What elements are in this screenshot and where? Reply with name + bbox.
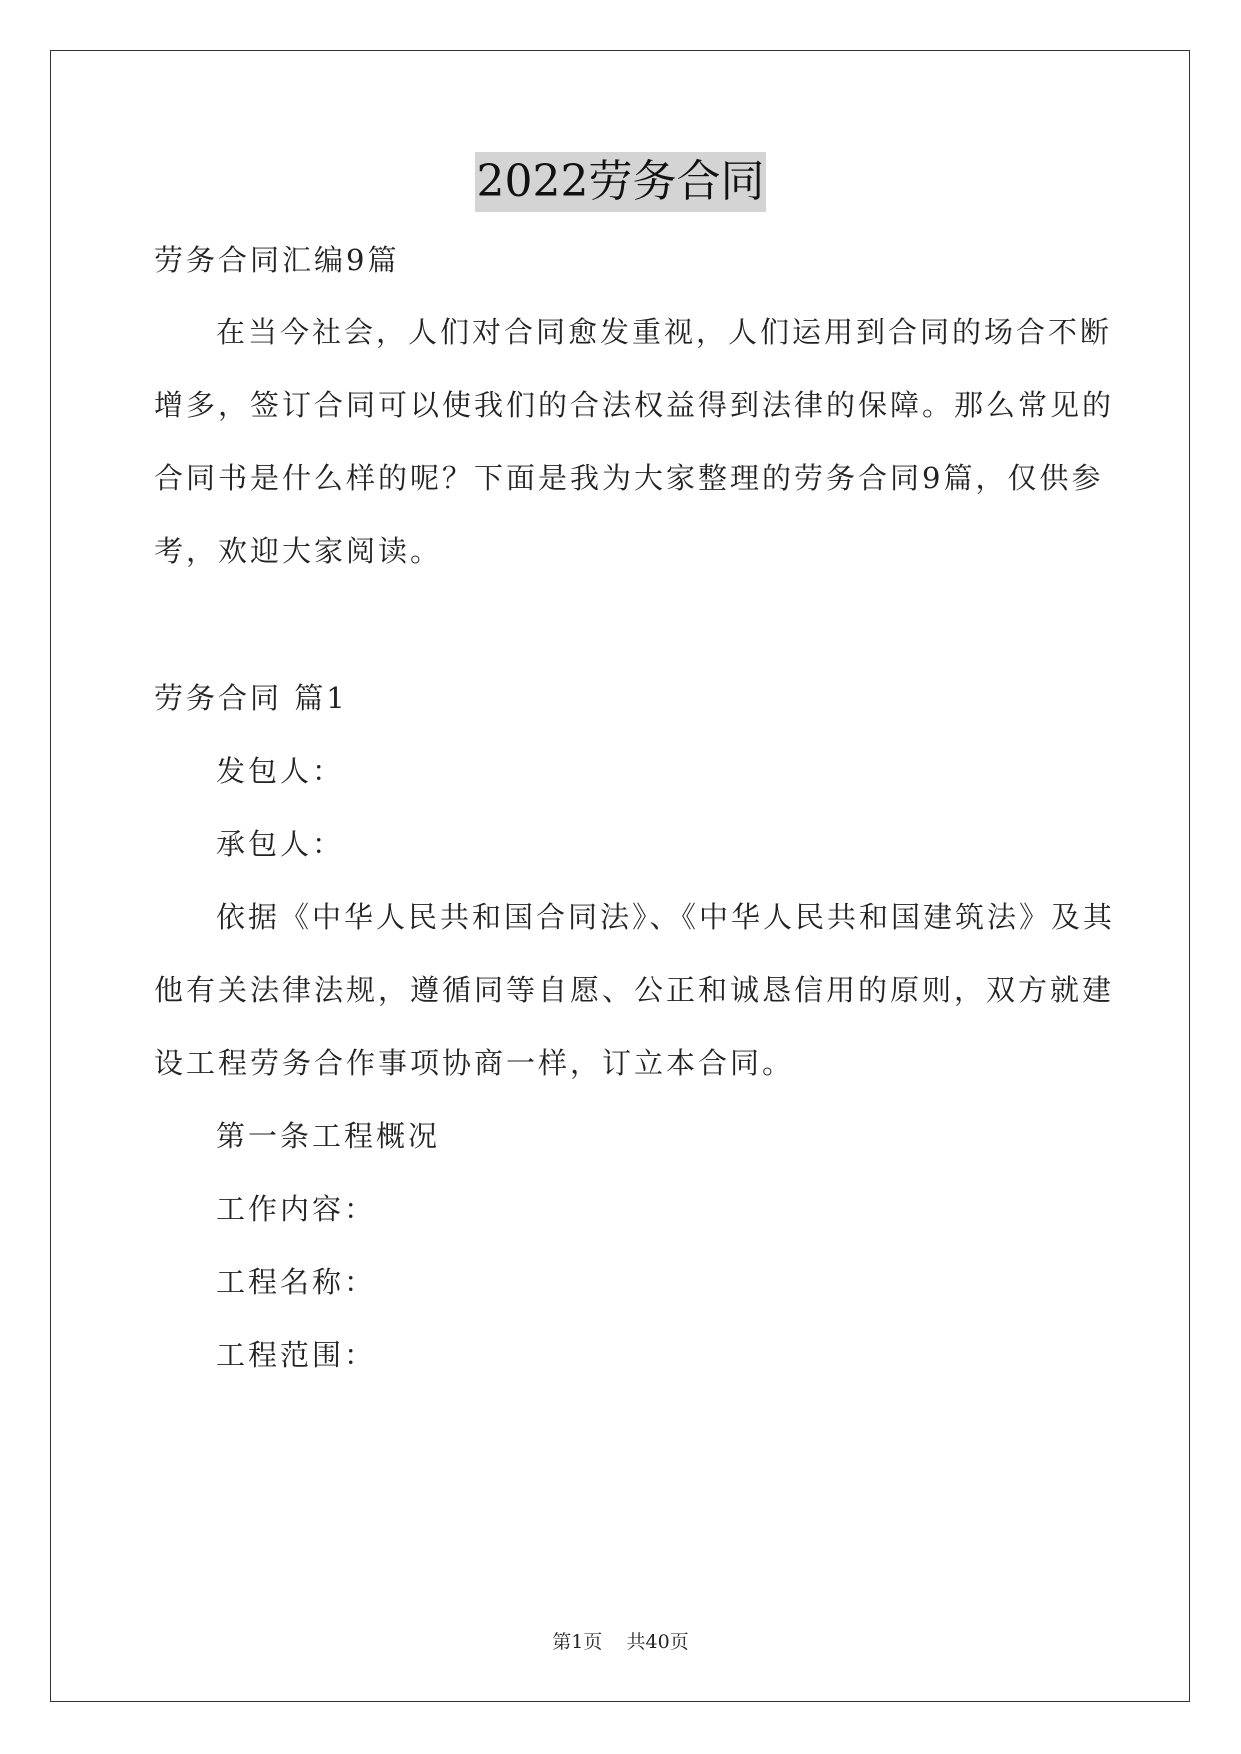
project-scope-label: 工程范围：	[216, 1338, 377, 1372]
intro-line-2: 增多，签订合同可以使我们的合法权益得到法律的保障。那么常见的	[154, 388, 1115, 422]
party-a-label: 发包人：	[216, 754, 345, 788]
intro-line-3: 合同书是什么样的呢？下面是我为大家整理的劳务合同9篇，仅供参	[154, 461, 1104, 495]
intro-line-4: 考，欢迎大家阅读。	[154, 534, 443, 568]
party-b-label: 承包人：	[216, 827, 345, 861]
subtitle: 劳务合同汇编9篇	[154, 243, 400, 277]
basis-line-2: 他有关法律法规，遵循同等自愿、公正和诚恳信用的原则，双方就建	[154, 973, 1115, 1007]
page-border	[50, 50, 1190, 1702]
work-content-label: 工作内容：	[216, 1192, 377, 1226]
basis-line-3: 设工程劳务合作事项协商一样，订立本合同。	[154, 1046, 795, 1080]
intro-line-1: 在当今社会，人们对合同愈发重视，人们运用到合同的场合不断	[216, 315, 1113, 349]
project-name-label: 工程名称：	[216, 1265, 377, 1299]
page-number-footer: 第1页 共40页	[552, 1631, 689, 1653]
title-wrap	[0, 152, 1241, 212]
document-title: 2022劳务合同	[475, 152, 767, 212]
section-heading: 劳务合同 篇1	[154, 681, 348, 715]
basis-line-1: 依据《中华人民共和国合同法》、《中华人民共和国建筑法》及其	[216, 900, 1116, 934]
article-1-heading: 第一条工程概况	[216, 1119, 441, 1153]
